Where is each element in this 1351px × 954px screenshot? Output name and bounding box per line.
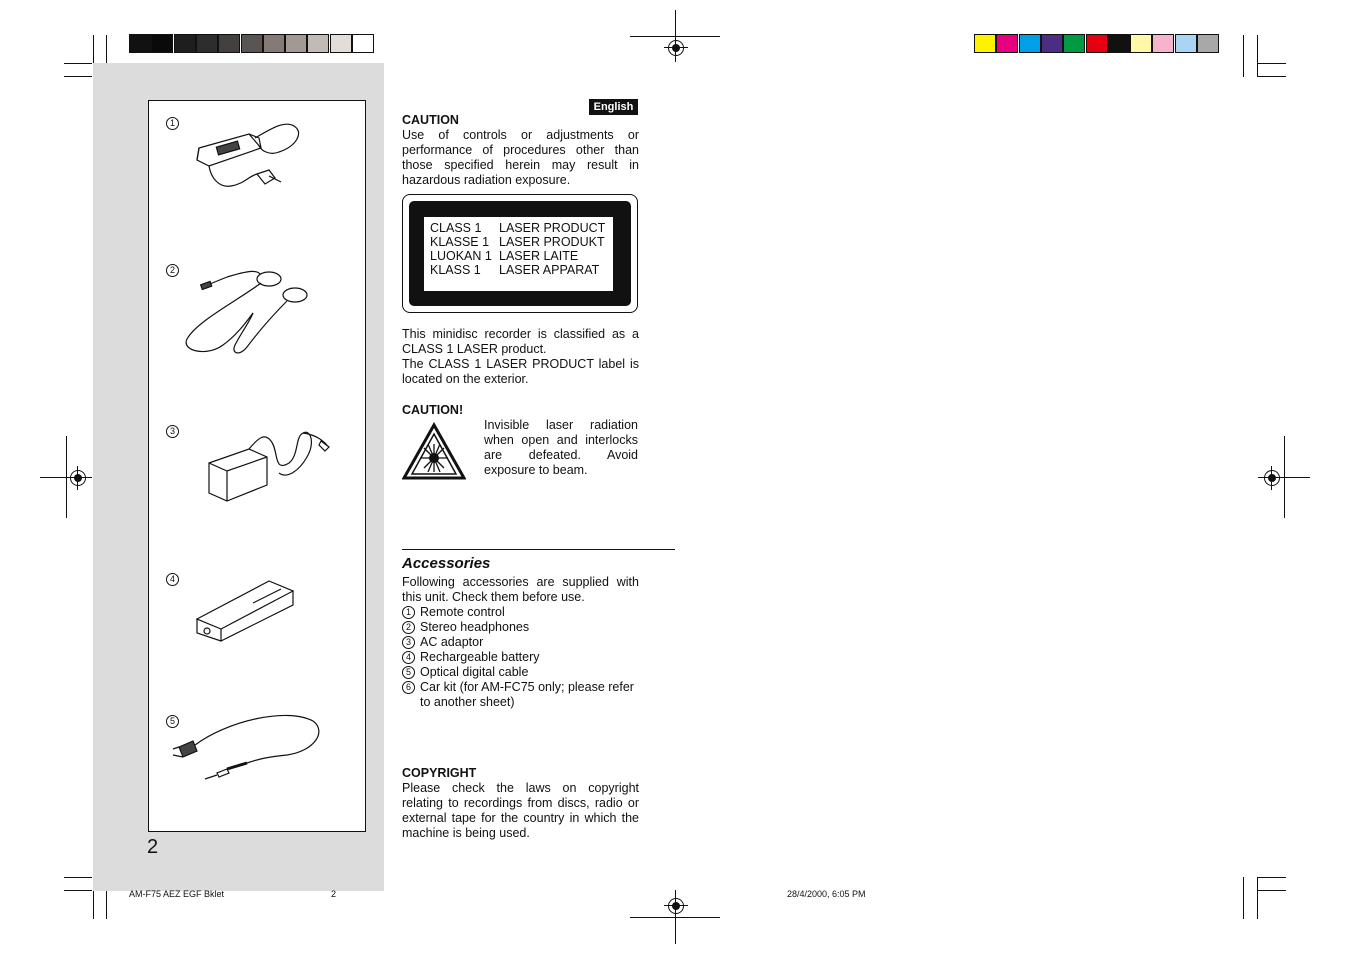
laser-label-row: KLASSE 1 LASER PRODUKT	[430, 235, 605, 249]
color-swatch	[1019, 34, 1041, 53]
color-swatch	[1108, 34, 1130, 53]
color-swatch	[285, 34, 307, 53]
page-number: 2	[147, 836, 159, 858]
list-item: 2 Stereo headphones	[402, 620, 639, 635]
illustration-number: 5	[166, 715, 179, 728]
illustration-number: 4	[166, 573, 179, 586]
color-swatch	[196, 34, 218, 53]
list-item: 4 Rechargeable battery	[402, 650, 639, 665]
copyright-section	[402, 766, 639, 841]
battery-illustration	[193, 575, 303, 645]
color-swatch	[129, 34, 151, 53]
optical-cable-illustration	[167, 711, 327, 781]
accessories-section	[402, 575, 639, 710]
crop-mark	[64, 63, 92, 64]
section-divider	[402, 549, 675, 550]
color-swatch	[974, 34, 996, 53]
laser-label-row: KLASS 1 LASER APPARAT	[430, 263, 600, 277]
registration-mark	[70, 470, 86, 486]
caution-section	[402, 113, 639, 188]
crop-mark	[1257, 877, 1258, 919]
color-swatch	[1041, 34, 1063, 53]
laser-product-label	[402, 194, 638, 313]
color-swatch	[151, 34, 173, 53]
copyright-heading: COPYRIGHT	[402, 766, 477, 780]
list-item: 5 Optical digital cable	[402, 665, 639, 680]
accessories-intro: Following accessories are supplied with this unit. Check them before use.	[402, 575, 639, 604]
footer-filename: AM-F75 AEZ EGF Bklet	[129, 889, 225, 899]
crop-mark	[64, 890, 92, 891]
registration-mark	[668, 898, 684, 914]
illustration-number: 1	[166, 117, 179, 130]
color-swatch	[307, 34, 329, 53]
crop-mark	[1258, 63, 1286, 64]
list-item: 3 AC adaptor	[402, 635, 639, 650]
caution2-heading: CAUTION!	[402, 403, 464, 417]
headphones-illustration	[177, 261, 327, 361]
color-swatch	[352, 34, 374, 53]
crop-mark	[1243, 35, 1244, 77]
color-swatch	[1086, 34, 1108, 53]
caution-heading: CAUTION	[402, 113, 459, 127]
ac-adaptor-illustration	[199, 423, 339, 513]
color-swatch	[1063, 34, 1085, 53]
crop-mark	[1258, 76, 1286, 77]
list-item: 6 Car kit (for AM-FC75 only; please refer to another sheet)	[402, 680, 639, 710]
color-swatch	[174, 34, 196, 53]
caution-text: Use of controls or adjustments or performance of procedures other than those specified herein may result in hazardous radiation exposure.	[402, 128, 639, 187]
registration-mark	[668, 40, 684, 56]
illustration-panel	[148, 100, 366, 832]
crop-mark	[64, 877, 92, 878]
color-swatch	[996, 34, 1018, 53]
color-swatch	[241, 34, 263, 53]
laser-label-row: CLASS 1 LASER PRODUCT	[430, 221, 606, 235]
footer-date: 28/4/2000, 6:05 PM	[787, 889, 866, 899]
color-swatch	[218, 34, 240, 53]
color-swatch	[330, 34, 352, 53]
color-swatch	[1152, 34, 1174, 53]
crop-mark	[1258, 877, 1286, 878]
classification-text: This minidisc recorder is classified as a CLASS 1 LASER product. The CLASS 1 LASER PRODUCT label is located on the exterior.	[402, 327, 639, 386]
list-item: 1 Remote control	[402, 605, 639, 620]
registration-mark	[1264, 470, 1280, 486]
color-swatch	[1130, 34, 1152, 53]
laser-label-row: LUOKAN 1 LASER LAITE	[430, 249, 579, 263]
crop-mark	[1258, 890, 1286, 891]
illustration-number: 2	[166, 264, 179, 277]
crop-mark	[64, 76, 92, 77]
laser-warning-icon	[402, 422, 466, 480]
crop-mark	[1243, 877, 1244, 919]
color-swatch	[1175, 34, 1197, 53]
caution2-text: Invisible laser radiation when open and interlocks are defeated. Avoid exposure to beam.	[484, 418, 638, 477]
caution2-section	[402, 403, 639, 418]
remote-control-illustration	[189, 116, 309, 201]
color-swatch	[263, 34, 285, 53]
footer-page: 2	[331, 889, 337, 899]
crop-mark	[1257, 35, 1258, 77]
illustration-number: 3	[166, 425, 179, 438]
accessories-title: Accessories	[402, 555, 491, 572]
copyright-text: Please check the laws on copyright relating to recordings from discs, radio or external tape for the country in which the machine is being used.	[402, 781, 639, 840]
color-swatch	[1197, 34, 1219, 53]
language-tag: English	[589, 99, 638, 115]
